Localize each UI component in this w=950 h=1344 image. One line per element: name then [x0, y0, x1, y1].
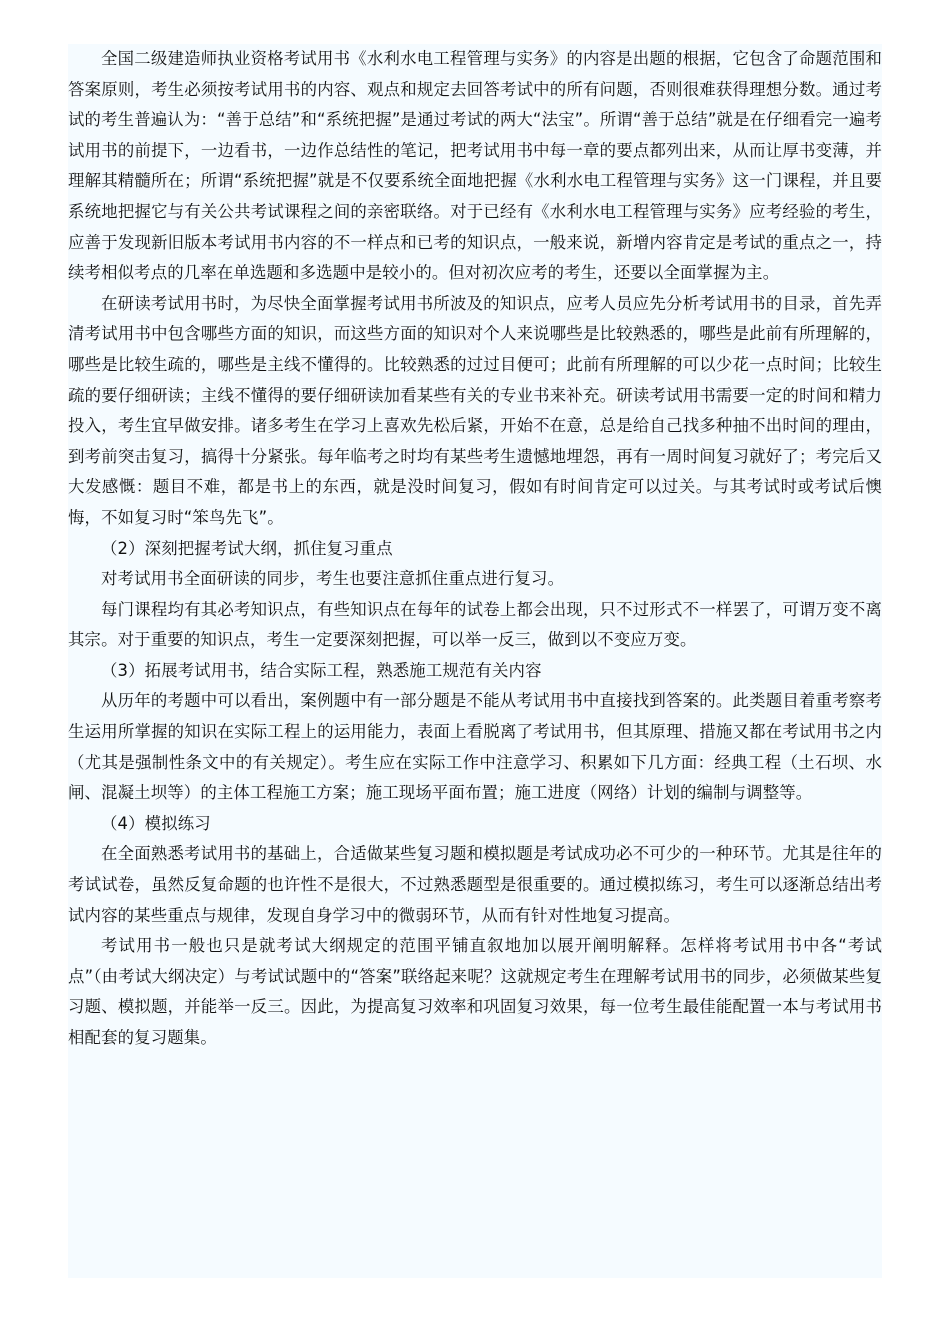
section-heading-3: （3）拓展考试用书，结合实际工程，熟悉施工规范有关内容: [101, 660, 542, 680]
paragraph-key-points: 每门课程均有其必考知识点，有些知识点在每年的试卷上都会出现，只不过形式不一样罢了，可谓万变不离其宗。对于重要的知识点，考生一定要深刻把握，可以举一反三，做到以不变应万变。: [68, 599, 882, 650]
paragraph-study-method: 在研读考试用书时，为尽快全面掌握考试用书所波及的知识点，应考人员应先分析考试用书的目录，首先弄清考试用书中包含哪些方面的知识，而这些方面的知识对个人来说哪些是比较熟悉的，哪些是此前有所理解的，哪些是比较生疏的，哪些是主线不懂得的。比较熟悉的过过目便可；此前有所理解的可以少花一点时间；比较生疏的要仔细研读；主线不懂得的要仔细研读加看某些有关的专业书来补充。研读考试用书需要一定的时间和精力投入，考生宜早做安排。诸多考生在学习上喜欢先松后紧，开始不在意，总是给自己找多种抽不出时间的理由，到考前突击复习，搞得十分紧张。每年临考之时均有某些考生遗憾地埋怨，再有一周时间复习就好了；考完后又大发感慨：题目不难，都是书上的东西，就是没时间复习，假如有时间肯定可以过关。与其考试时或考试后懊悔，不如复习时“笨鸟先飞”。: [68, 293, 882, 527]
paragraph-exercise-book: 考试用书一般也只是就考试大纲规定的范围平铺直叙地加以展开阐明解释。怎样将考试用书中各“考试点”（由考试大纲决定）与考试试题中的“答案”联络起来呢？这就规定考生在理解考试用书的同步，必须做某些复习题、模拟题，并能举一反三。因此，为提高复习效率和巩固复习效果，每一位考生最佳能配置一本与考试用书相配套的复习题集。: [68, 936, 882, 1047]
text-block: [68, 44, 882, 1278]
paragraph-intro: 全国二级建造师执业资格考试用书《水利水电工程管理与实务》的内容是出题的根据，它包含了命题范围和答案原则，考生必须按考试用书的内容、观点和规定去回答考试中的所有问题，否则很难获得理想分数。通过考试的考生普遍认为：“善于总结”和“系统把握”是通过考试的两大“法宝”。所谓“善于总结”就是在仔细看完一遍考试用书的前提下，一边看书，一边作总结性的笔记，把考试用书中每一章的要点都列出来，从而让厚书变薄，并理解其精髓所在；所谓“系统把握”就是不仅要系统全面地把握《水利水电工程管理与实务》这一门课程，并且要系统地把握它与有关公共考试课程之间的亲密联络。对于已经有《水利水电工程管理与实务》应考经验的考生，应善于发现新旧版本考试用书内容的不一样点和已考的知识点，一般来说，新增内容肯定是考试的重点之一，持续考相似考点的几率在单选题和多选题中是较小的。但对初次应考的考生，还要以全面掌握为主。: [68, 49, 882, 283]
paragraph-practice: 在全面熟悉考试用书的基础上，合适做某些复习题和模拟题是考试成功必不可少的一种环节。尤其是往年的考试试卷，虽然反复命题的也许性不是很大，不过熟悉题型是很重要的。通过模拟练习，考生可以逐渐总结出考试内容的某些重点与规律，发现自身学习中的微弱环节，从而有针对性地复习提高。: [68, 844, 882, 925]
section-heading-2: （2）深刻把握考试大纲，抓住复习重点: [101, 538, 393, 558]
section-heading-4: （4）模拟练习: [101, 813, 211, 833]
paragraph-focus: 对考试用书全面研读的同步，考生也要注意抓住重点进行复习。: [101, 569, 565, 589]
paragraph-case-study: 从历年的考题中可以看出，案例题中有一部分题是不能从考试用书中直接找到答案的。此类题目着重考察考生运用所掌握的知识在实际工程上的运用能力，表面上看脱离了考试用书，但其原理、措施又都在考试用书之内（尤其是强制性条文中的有关规定）。考生应在实际工作中注意学习、积累如下几方面：经典工程（土石坝、水闸、混凝土坝等）的主体工程施工方案；施工现场平面布置；施工进度（网络）计划的编制与调整等。: [68, 691, 882, 803]
